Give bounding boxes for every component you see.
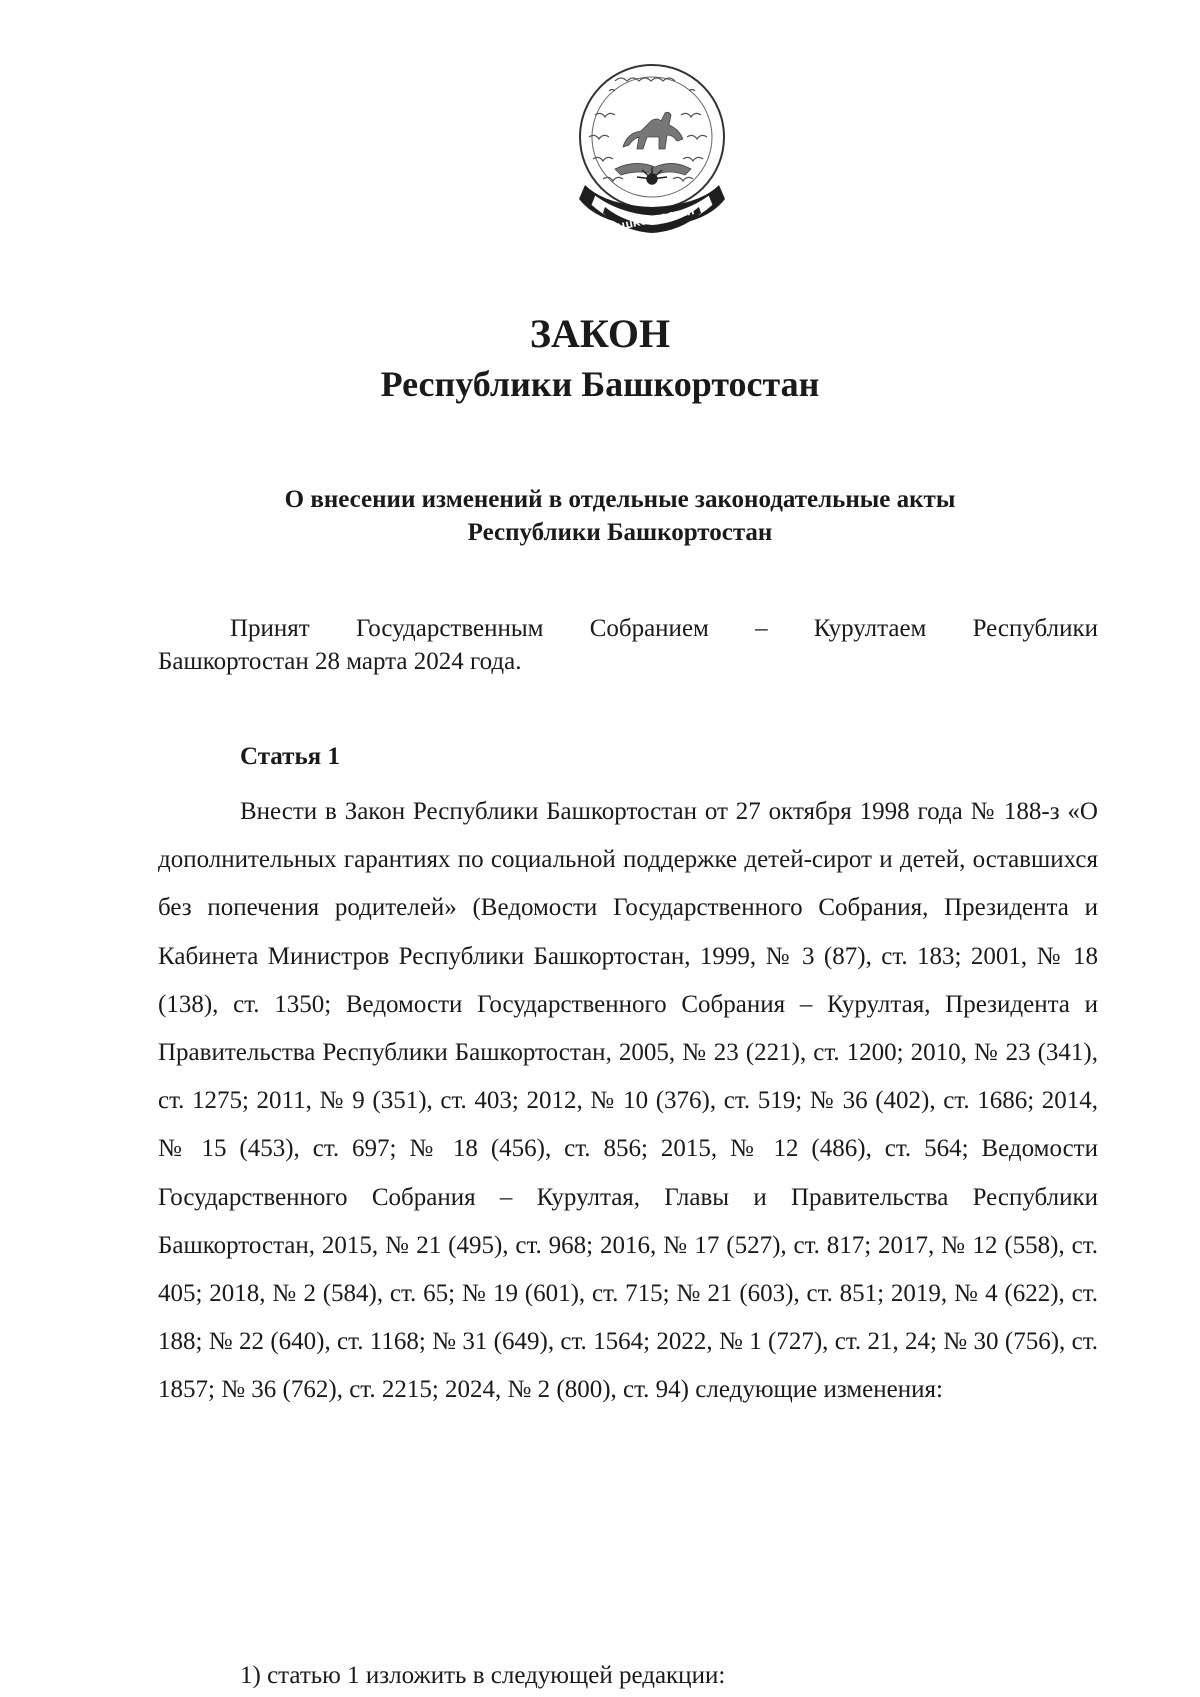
law-region: Республики Башкортостан bbox=[380, 364, 820, 404]
emblem bbox=[565, 55, 740, 245]
article-body: Внести в Закон Республики Башкортостан от 27 октября 1998 года № 188-з «О дополнительных гарантиях по социальной поддержке детей-сирот и детей, оставшихся без попечения родителей» (Ведомости Государственного Собрания, Президента и Кабинета Министров Республики Башкортостан, 1999, № 3 (87), ст. 183; 2001, № 18 (138), ст. 1350; Ведомости Государственного Собрания – Курултая, Президента и Правительства Республики Башкортостан, 2005, № 23 (221), ст. 1200; 2010, № 23 (341), ст. 1275; 2011, № 9 (351), ст. 403; 2012, № 10 (376), ст. 519; № 36 (402), ст. 1686; 2014, № 15 (453), ст. 697; № 18 (456), ст. 856; 2015, № 12 (486), ст. 564; Ведомости Государственного Собрания – Курултая, Главы и Правительства Республики Башкортостан, 2015, № 21 (495), ст. 968; 2016, № 17 (527), ст. 817; 2017, № 12 (558), ст. 405; 2018, № 2 (584), ст. 65; № 19 (601), ст. 715; № 21 (603), ст. 851; 2019, № 4 (622), ст. 188; № 22 (640), ст. 1168; № 31 (649), ст. 1564; 2022, № 1 (727), ст. 21, 24; № 30 (756), ст. 1857; № 36 (762), ст. 2215; 2024, № 2 (800), ст. 94) следующие изменения: bbox=[158, 798, 1098, 1404]
bashkortostan-coat-of-arms-icon bbox=[565, 55, 740, 245]
law-title: ЗАКОН bbox=[529, 311, 671, 356]
svg-text:БАШКОРТОСТАН: БАШКОРТОСТАН bbox=[607, 207, 696, 236]
adoption-line-2: Башкортостан 28 марта 2024 года. bbox=[158, 648, 522, 675]
article-heading: Статья 1 bbox=[240, 743, 340, 770]
list-item: 1) статью 1 изложить в следующей редакции: bbox=[240, 1662, 726, 1689]
adoption-line-1: Принят Государственным Собранием – Курултаем Республики bbox=[230, 615, 1098, 642]
adoption-statement bbox=[158, 612, 1098, 678]
law-subject: О внесении изменений в отдельные законодательные акты Республики Башкортостан bbox=[284, 486, 956, 546]
